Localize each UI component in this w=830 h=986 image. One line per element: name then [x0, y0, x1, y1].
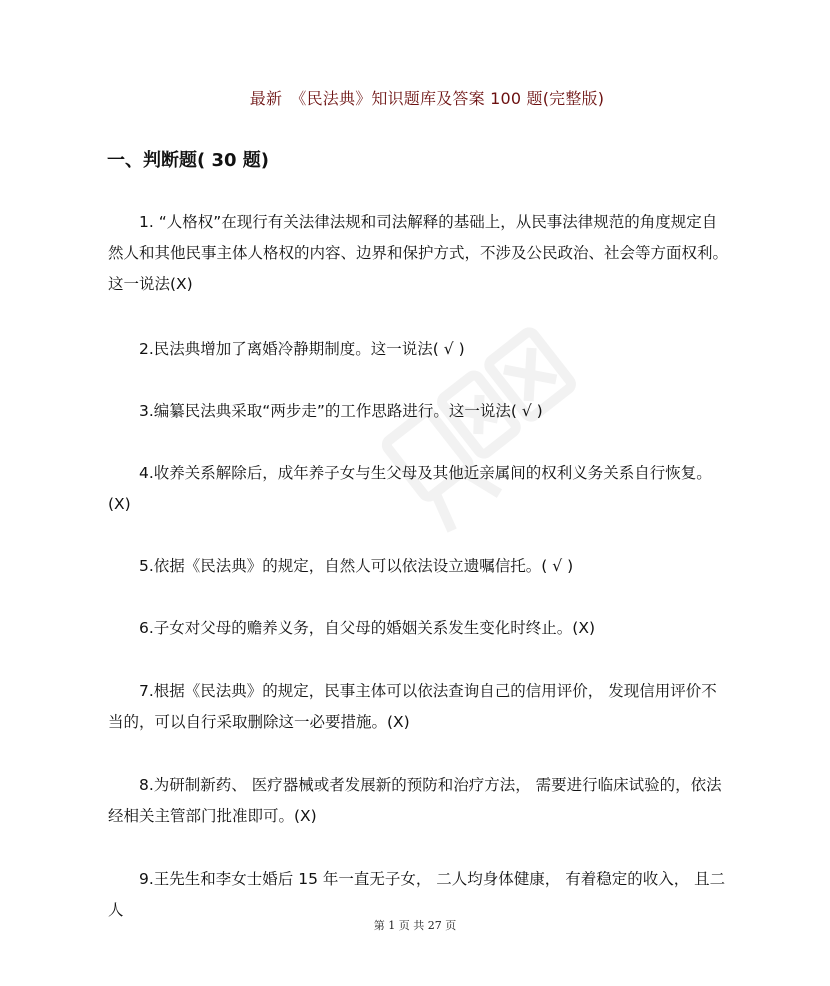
question-item: 5.依据《民法典》的规定，自然人可以依法设立遗嘱信托。( √ ) — [139, 557, 574, 575]
question-item: 9.王先生和李女士婚后 15 年一直无子女， 二人均身体健康， 有着稳定的收入， 且二人 — [108, 870, 726, 919]
question-item: 4.收养关系解除后，成年养子女与生父母及其他近亲属间的权利义务关系自行恢复。 (X) — [108, 464, 712, 513]
question-item: 8.为研制新药、 医疗器械或者发展新的预防和治疗方法， 需要进行临床试验的，依法经相关主管部门批准即可。(X) — [108, 776, 722, 825]
page-footer: 第 1 页 共 27 页 — [373, 919, 457, 932]
question-item: 3.编纂民法典采取“两步走”的工作思路进行。这一说法( √ ) — [139, 402, 543, 420]
document-title: 最新 《民法典》知识题库及答案 100 题(完整版) — [249, 89, 605, 108]
question-item: 6.子女对父母的赡养义务，自父母的婚姻关系发生变化时终止。(X) — [139, 619, 596, 637]
section-heading: 一、判断题( 30 题) — [107, 150, 270, 171]
question-item: 2.民法典增加了离婚冷静期制度。这一说法( √ ) — [139, 340, 465, 358]
question-item: 1. “人格权”在现行有关法律法规和司法解释的基础上，从民事法律规范的角度规定自然人和其他民事主体人格权的内容、边界和保护方式，不涉及公民政治、社会等方面权利。这一说法(X) — [108, 213, 729, 293]
question-item: 7.根据《民法典》的规定，民事主体可以依法查询自己的信用评价， 发现信用评价不当的，可以自行采取删除这一必要措施。(X) — [108, 682, 717, 731]
